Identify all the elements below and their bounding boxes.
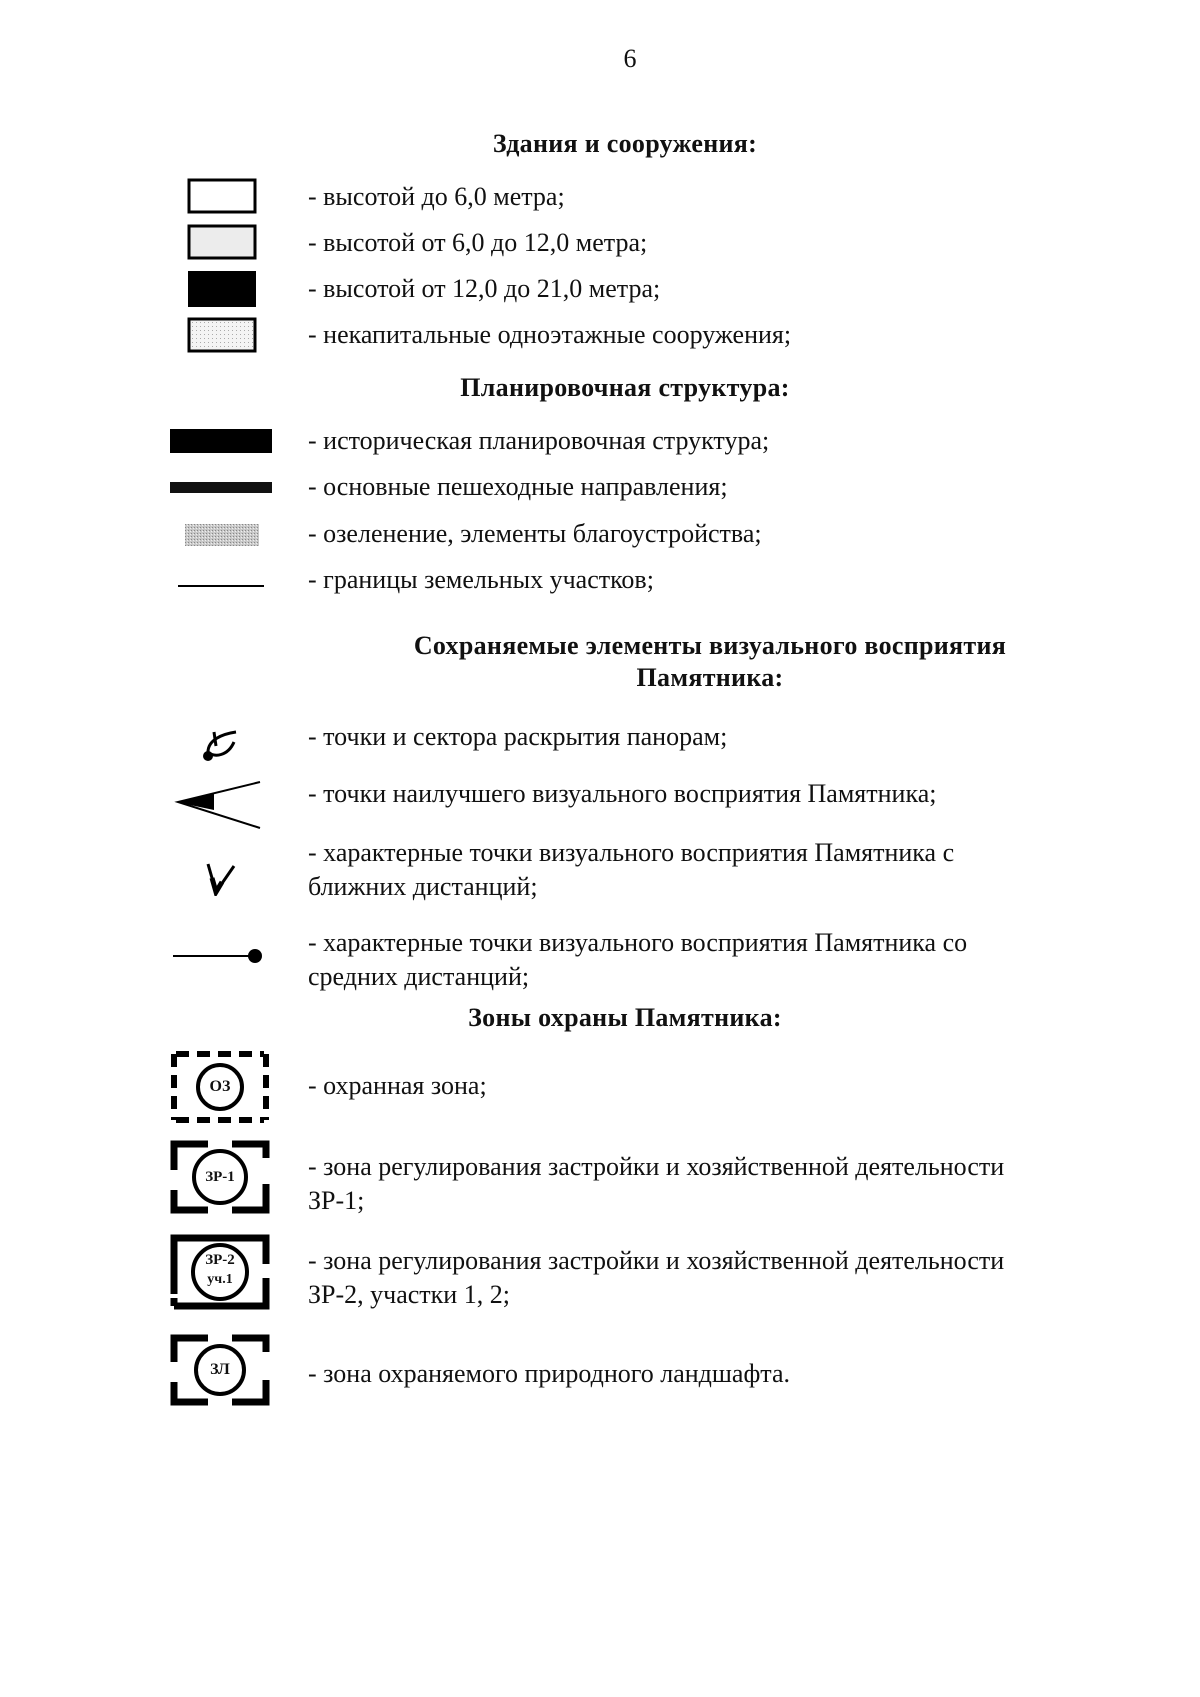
- section-heading-planning: Планировочная структура:: [460, 373, 790, 402]
- panorama-sector-icon: [200, 726, 242, 766]
- light-gray-rectangle-icon: [187, 224, 257, 260]
- section-heading-visual-line2: Памятника:: [636, 663, 784, 692]
- legend-item-historic-structure: - историческая планировочная структура;: [308, 426, 770, 455]
- legend-item-best-view-points: - точки наилучшего визуального восприятия Памятника;: [308, 779, 937, 808]
- best-view-angle-icon: [174, 780, 264, 830]
- section-heading-visual-line1: Сохраняемые элементы визуального восприятия: [413, 631, 1007, 660]
- page-number: 6: [623, 44, 637, 73]
- zone-badge-zr2-top: ЗР-2: [205, 1252, 235, 1268]
- line-with-dot-icon: [173, 946, 265, 966]
- legend-item-mid-view-line2: средних дистанций;: [308, 962, 530, 991]
- legend-item-regulation-zone-1-line1: - зона регулирования застройки и хозяйственной деятельности: [308, 1152, 1005, 1181]
- legend-item-regulation-zone-2: [308, 1244, 1004, 1312]
- black-rectangle-icon: [187, 270, 257, 308]
- legend-item-near-view-points: [308, 836, 954, 904]
- legend-item-building-12-21m: - высотой от 12,0 до 21,0 метра;: [308, 274, 661, 303]
- legend-item-near-view-line1: - характерные точки визуального восприятия Памятника с: [308, 838, 955, 867]
- thin-line-icon: [178, 584, 264, 588]
- zone-badge-zl: ЗЛ: [210, 1361, 230, 1378]
- section-heading-zones: Зоны охраны Памятника:: [468, 1003, 782, 1032]
- section-heading-buildings: Здания и сооружения:: [492, 129, 758, 158]
- black-line-icon: [170, 482, 272, 494]
- legend-item-regulation-zone-1-line2: ЗР-1;: [308, 1186, 365, 1215]
- legend-item-mid-view-line1: - характерные точки визуального восприятия Памятника со: [308, 928, 968, 957]
- legend-item-mid-view-points: [308, 926, 967, 994]
- zone-badge-zr2-bottom: уч.1: [207, 1272, 233, 1287]
- regulation-zone-2-icon: [170, 1234, 270, 1310]
- white-rectangle-icon: [187, 178, 257, 214]
- stippled-rectangle-icon: [187, 317, 257, 353]
- legend-item-landscaping: - озеленение, элементы благоустройства;: [308, 519, 762, 548]
- zone-badge-oz: ОЗ: [209, 1078, 231, 1095]
- legend-item-regulation-zone-2-line1: - зона регулирования застройки и хозяйственной деятельности: [308, 1246, 1005, 1275]
- legend-item-pedestrian-directions: - основные пешеходные направления;: [308, 472, 728, 501]
- regulation-zone-1-icon: [170, 1140, 270, 1214]
- gray-stippled-band-icon: [185, 524, 259, 546]
- legend-item-protection-zone: - охранная зона;: [308, 1071, 487, 1100]
- zone-badge-zr1: ЗР-1: [205, 1169, 235, 1185]
- legend-item-temporary-structures: - некапитальные одноэтажные сооружения;: [308, 320, 792, 349]
- legend-item-regulation-zone-2-line2: ЗР-2, участки 1, 2;: [308, 1280, 510, 1309]
- thick-black-band-icon: [170, 429, 272, 453]
- legend-item-building-6m: - высотой до 6,0 метра;: [308, 182, 565, 211]
- legend-item-building-6-12m: - высотой от 6,0 до 12,0 метра;: [308, 228, 648, 257]
- section-heading-visual: [320, 630, 1100, 694]
- legend-item-landscape-zone: - зона охраняемого природного ландшафта.: [308, 1359, 791, 1388]
- protection-zone-icon: [170, 1050, 270, 1124]
- near-view-check-icon: [204, 860, 238, 896]
- legend-item-near-view-line2: ближних дистанций;: [308, 872, 538, 901]
- landscape-zone-icon: [170, 1334, 270, 1406]
- legend-item-regulation-zone-1: [308, 1150, 1004, 1218]
- legend-item-panorama-points: - точки и сектора раскрытия панорам;: [308, 722, 728, 751]
- legend-item-land-boundaries: - границы земельных участков;: [308, 565, 654, 594]
